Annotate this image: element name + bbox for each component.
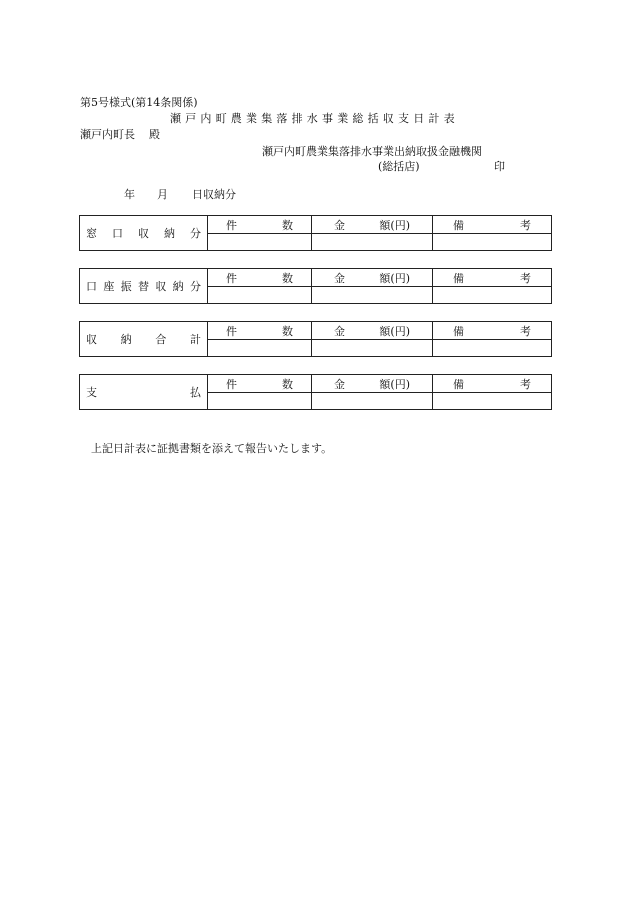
count-header: 件 数 [208, 375, 312, 392]
label-char: 分 [190, 227, 201, 240]
label-char: 計 [189, 333, 201, 346]
remarks-cell[interactable] [433, 234, 551, 250]
label-char: 振 [120, 280, 132, 293]
label-char: 口 [86, 280, 97, 293]
amount-cell[interactable] [312, 287, 433, 303]
amount-header: 金 額(円) [312, 375, 433, 392]
table-counter-receipts [79, 215, 552, 251]
table-label [80, 322, 208, 356]
remarks-header: 備 考 [453, 271, 531, 285]
date-month-label: 月 [157, 188, 168, 201]
label-char: 分 [189, 280, 201, 293]
count-cell[interactable] [208, 234, 312, 250]
data-row [208, 340, 551, 356]
seal-mark: 印 [494, 160, 505, 173]
label-char: 収 [138, 227, 149, 240]
label-char: 払 [190, 386, 201, 399]
table-label [80, 375, 208, 409]
footer-note: 上記日計表に証拠書類を添えて報告いたします。 [91, 442, 333, 455]
count-header: 件 数 [208, 269, 312, 286]
form-number: 第5号様式(第14条関係) [80, 96, 198, 109]
remarks-header: 備 考 [453, 377, 531, 391]
remarks-cell[interactable] [433, 287, 551, 303]
header-row [208, 216, 551, 234]
amount-cell[interactable] [312, 234, 433, 250]
count-cell[interactable] [208, 340, 312, 356]
label-char: 収 [155, 280, 167, 293]
count-header: 件 数 [208, 322, 312, 339]
label-char: 納 [164, 227, 175, 240]
data-row [208, 234, 551, 250]
amount-header: 金 額(円) [312, 269, 433, 286]
table-account-transfer-receipts [79, 268, 552, 304]
amount-header: 金 額(円) [312, 216, 433, 233]
label-char: 窓 [86, 227, 97, 240]
count-cell[interactable] [208, 287, 312, 303]
header-row [208, 269, 551, 287]
header-row [208, 322, 551, 340]
branch-label: (総括店) [378, 160, 420, 173]
addressee [80, 128, 160, 141]
label-char: 替 [137, 280, 149, 293]
table-receipts-total [79, 321, 552, 357]
addressee-name: 瀬戸内町長 [80, 128, 135, 141]
date-day-label: 日収納分 [192, 188, 236, 201]
label-char: 収 [86, 333, 97, 346]
date-year-label: 年 [124, 188, 135, 201]
addressee-honorific: 殿 [149, 128, 160, 141]
amount-cell[interactable] [312, 340, 433, 356]
remarks-header: 備 考 [453, 324, 531, 338]
header-row [208, 375, 551, 393]
label-char: 納 [172, 280, 184, 293]
remarks-cell[interactable] [433, 340, 551, 356]
data-row [208, 393, 551, 409]
count-header: 件 数 [208, 216, 312, 233]
data-row [208, 287, 551, 303]
institution-name: 瀬戸内町農業集落排水事業出納取扱金融機関 [262, 145, 482, 158]
label-char: 合 [155, 333, 167, 346]
amount-header: 金 額(円) [312, 322, 433, 339]
date-line [124, 188, 236, 201]
label-char: 納 [120, 333, 132, 346]
table-label [80, 269, 208, 303]
remarks-cell[interactable] [433, 393, 551, 409]
label-char: 口 [112, 227, 123, 240]
label-char: 支 [86, 386, 97, 399]
remarks-header: 備 考 [453, 218, 531, 232]
label-char: 座 [103, 280, 115, 293]
document-title: 瀬戸内町農業集落排水事業総括収支日計表 [170, 112, 459, 125]
table-payments [79, 374, 552, 410]
amount-cell[interactable] [312, 393, 433, 409]
count-cell[interactable] [208, 393, 312, 409]
table-label [80, 216, 208, 250]
